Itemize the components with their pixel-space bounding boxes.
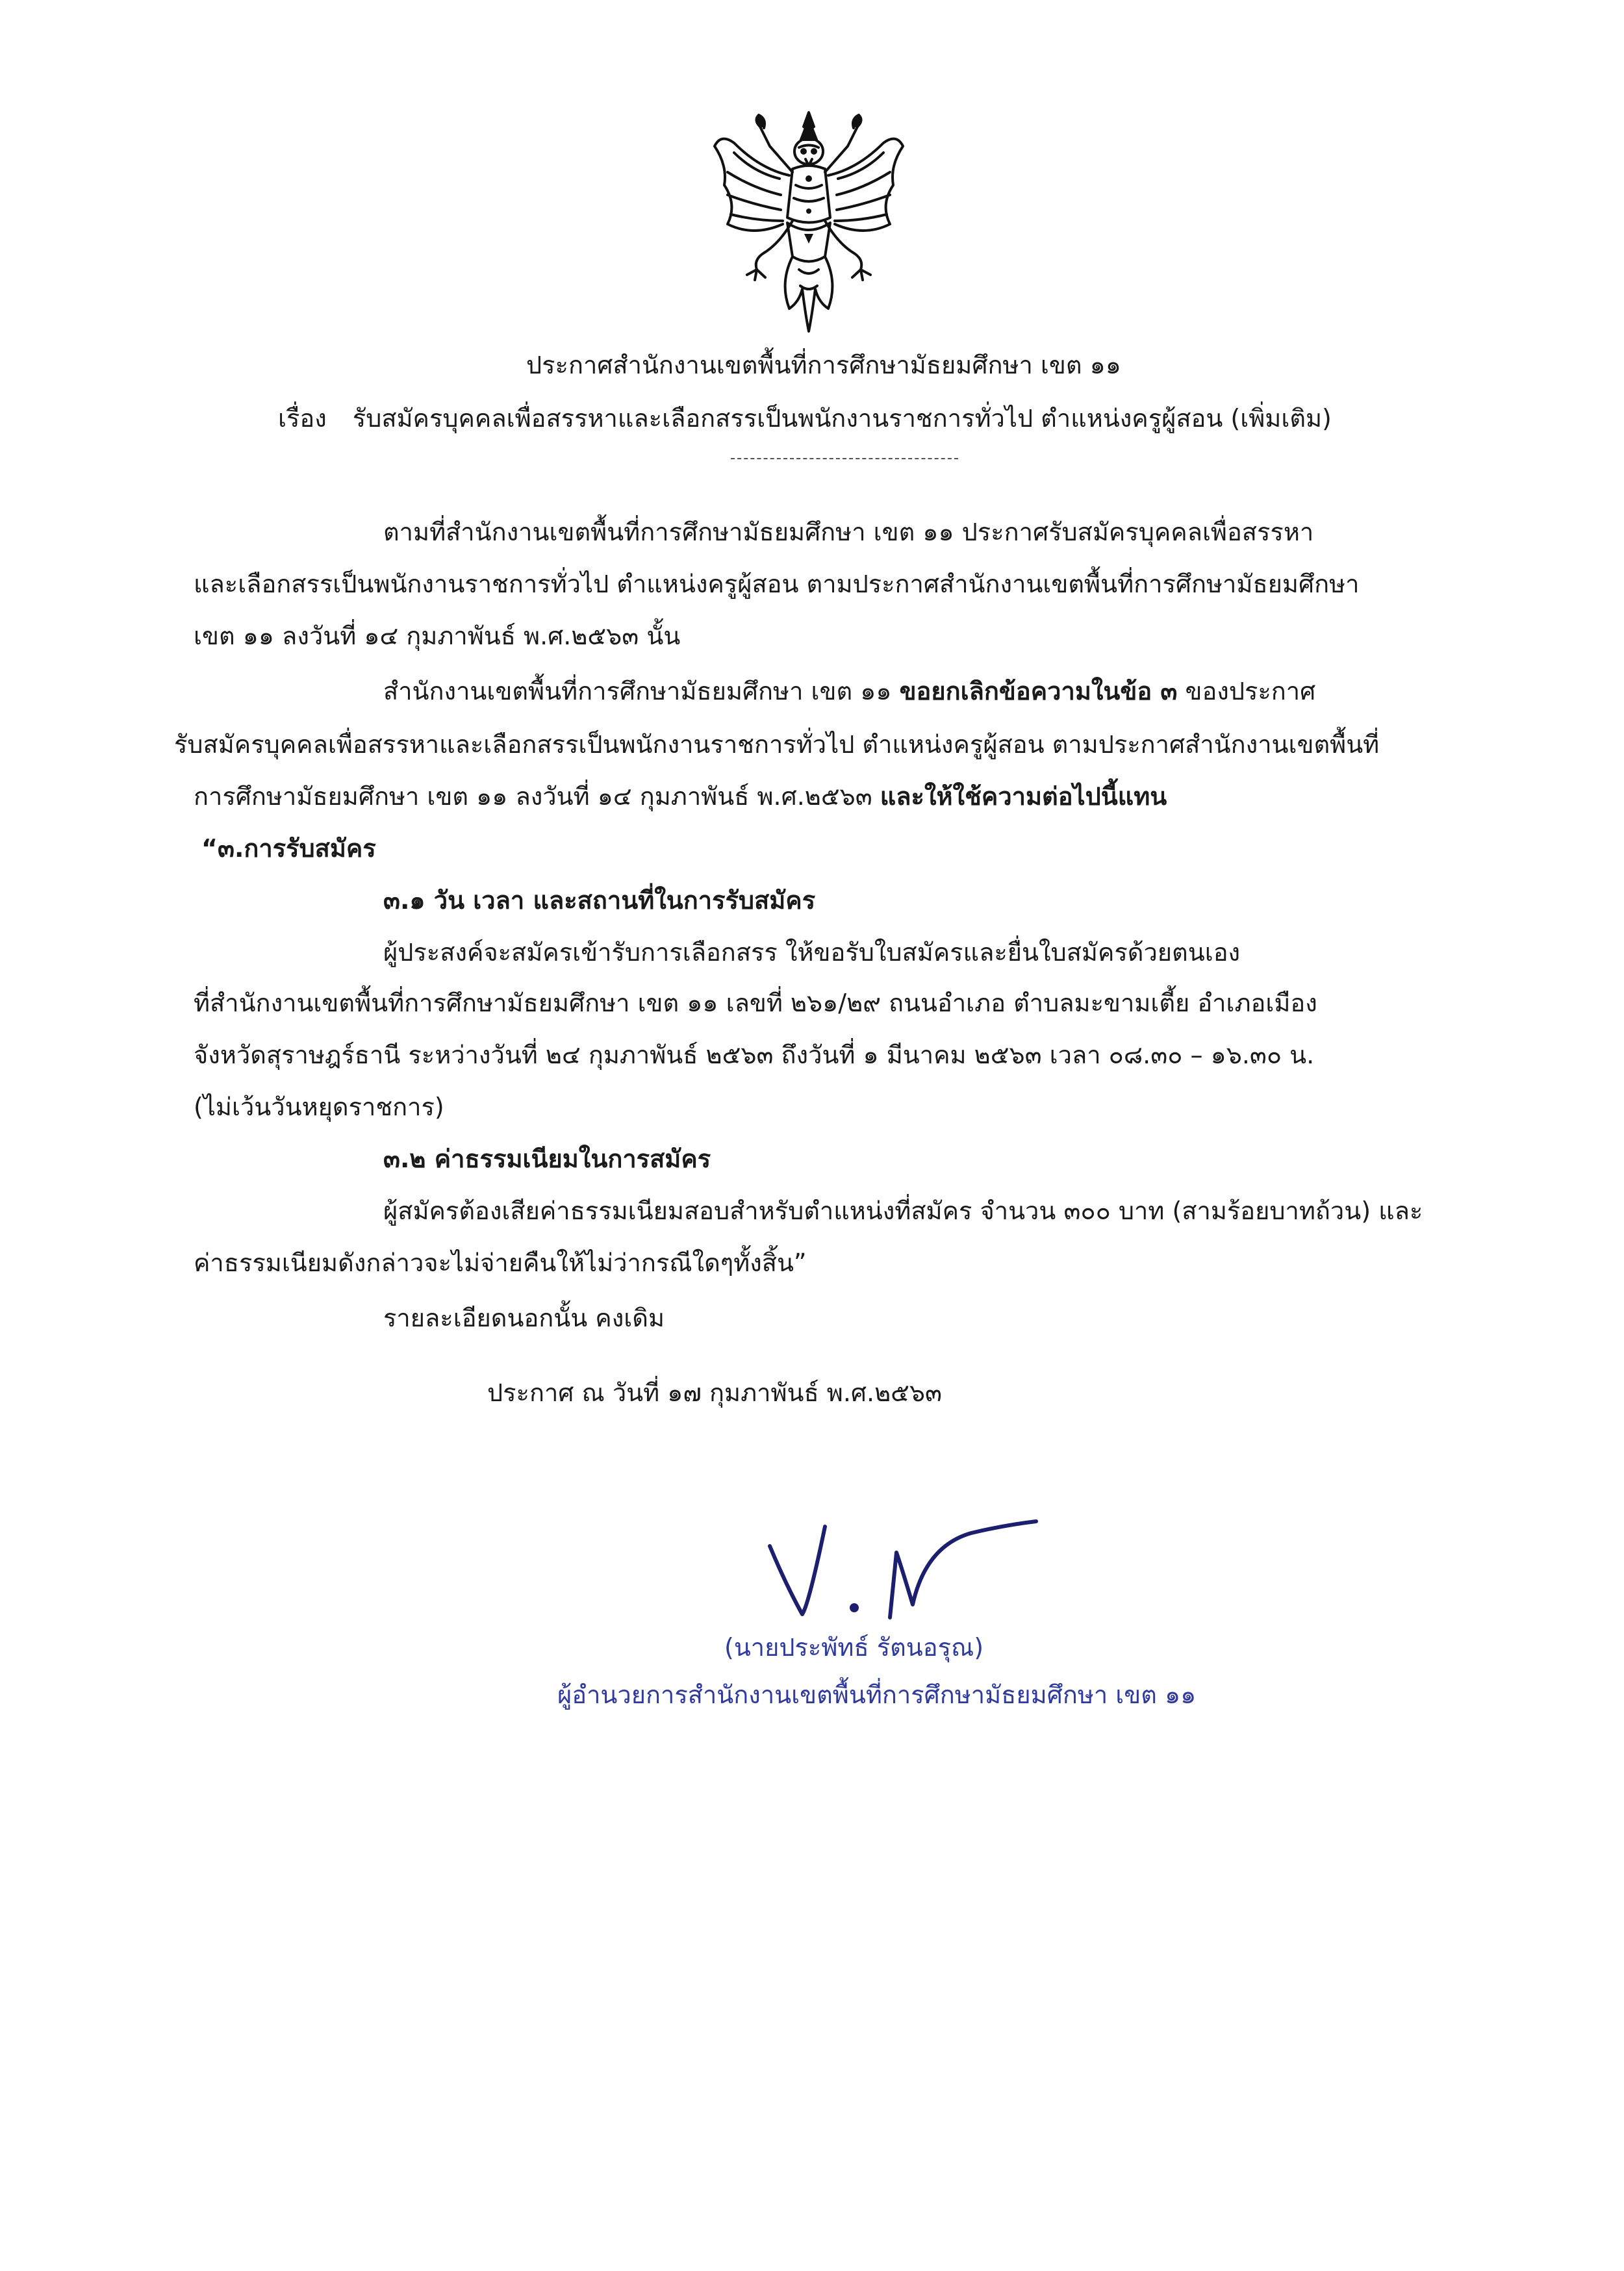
section3-1-line4: (ไม่เว้นวันหยุดราชการ): [194, 1093, 444, 1121]
para1-line3: เขต ๑๑ ลงวันที่ ๑๔ กุมภาพันธ์ พ.ศ.๒๕๖๓ นั้น: [194, 622, 681, 650]
para2-line2: รับสมัครบุคคลเพื่อสรรหาและเลือกสรรเป็นพนักงานราชการทั่วไป ตำแหน่งครูผู้สอน ตามประกาศสำนักงานเขตพื้นที่: [174, 730, 1380, 759]
section3-2-heading: ๓.๒ ค่าธรรมเนียมในการสมัคร: [383, 1145, 711, 1173]
section3-1-line2: ที่สำนักงานเขตพื้นที่การศึกษามัธยมศึกษา เขต ๑๑ เลขที่ ๒๖๑/๒๙ ถนนอำเภอ ตำบลมะขามเตี้ย อำเภอเมือง: [194, 989, 1317, 1017]
announce-date: ประกาศ ณ วันที่ ๑๗ กุมภาพันธ์ พ.ศ.๒๕๖๓: [487, 1378, 943, 1407]
handwritten-signature-icon: [757, 1507, 1043, 1637]
signer-title: ผู้อำนวยการสำนักงานเขตพื้นที่การศึกษามัธยมศึกษา เขต ๑๑: [557, 1681, 1197, 1709]
para2-line1-end: ของประกาศ: [1177, 677, 1316, 705]
section3-1-line1: ผู้ประสงค์จะสมัครเข้ารับการเลือกสรร ให้ขอรับใบสมัครและยื่นใบสมัครด้วยตนเอง: [383, 938, 1241, 967]
para1-line1: ตามที่สำนักงานเขตพื้นที่การศึกษามัธยมศึกษา เขต ๑๑ ประกาศรับสมัครบุคคลเพื่อสรรหา: [383, 518, 1314, 546]
section3-heading: “๓.การรับสมัคร: [201, 834, 376, 863]
title-separator: [731, 458, 958, 459]
announcement-subject: [278, 403, 1332, 434]
para2-line3-bold: และให้ใช้ความต่อไปนี้แทน: [880, 782, 1167, 811]
para2-line3: [194, 781, 1167, 812]
garuda-emblem-icon: [708, 107, 909, 338]
section3-1-heading: ๓.๑ วัน เวลา และสถานที่ในการรับสมัคร: [383, 886, 816, 915]
subject-text: รับสมัครบุคคลเพื่อสรรหาและเลือกสรรเป็นพนักงานราชการทั่วไป ตำแหน่งครูผู้สอน (เพิ่มเติม): [352, 404, 1332, 433]
signer-name: (นายประพัทธ์ รัตนอรุณ): [724, 1633, 984, 1662]
section3-2-line2: ค่าธรรมเนียมดังกล่าวจะไม่จ่ายคืนให้ไม่ว่ากรณีใดๆทั้งสิ้น”: [194, 1249, 807, 1277]
para2-line1-bold: ขอยกเลิกข้อความในข้อ ๓: [899, 677, 1178, 705]
para2-line1: [383, 676, 1315, 707]
para1-line2: และเลือกสรรเป็นพนักงานราชการทั่วไป ตำแหน่งครูผู้สอน ตามประกาศสำนักงานเขตพื้นที่การศึกษามัธยมศึกษา: [194, 570, 1360, 598]
other-details: รายละเอียดนอกนั้น คงเดิม: [383, 1304, 665, 1332]
section3-1-line3: จังหวัดสุราษฎร์ธานี ระหว่างวันที่ ๒๔ กุมภาพันธ์ ๒๕๖๓ ถึงวันที่ ๑ มีนาคม ๒๕๖๓ เวลา ๐๘.๓๐ – ๑๖.๓๐ น.: [194, 1041, 1315, 1069]
para2-line1-start: สำนักงานเขตพื้นที่การศึกษามัธยมศึกษา เขต ๑๑: [383, 677, 900, 705]
announcement-title: ประกาศสำนักงานเขตพื้นที่การศึกษามัธยมศึกษา เขต ๑๑: [526, 351, 1121, 379]
para2-line3-start: การศึกษามัธยมศึกษา เขต ๑๑ ลงวันที่ ๑๔ กุมภาพันธ์ พ.ศ.๒๕๖๓: [194, 782, 880, 811]
subject-label: เรื่อง: [278, 404, 327, 433]
section3-2-line1: ผู้สมัครต้องเสียค่าธรรมเนียมสอบสำหรับตำแหน่งที่สมัคร จำนวน ๓๐๐ บาท (สามร้อยบาทถ้วน) และ: [383, 1197, 1423, 1225]
